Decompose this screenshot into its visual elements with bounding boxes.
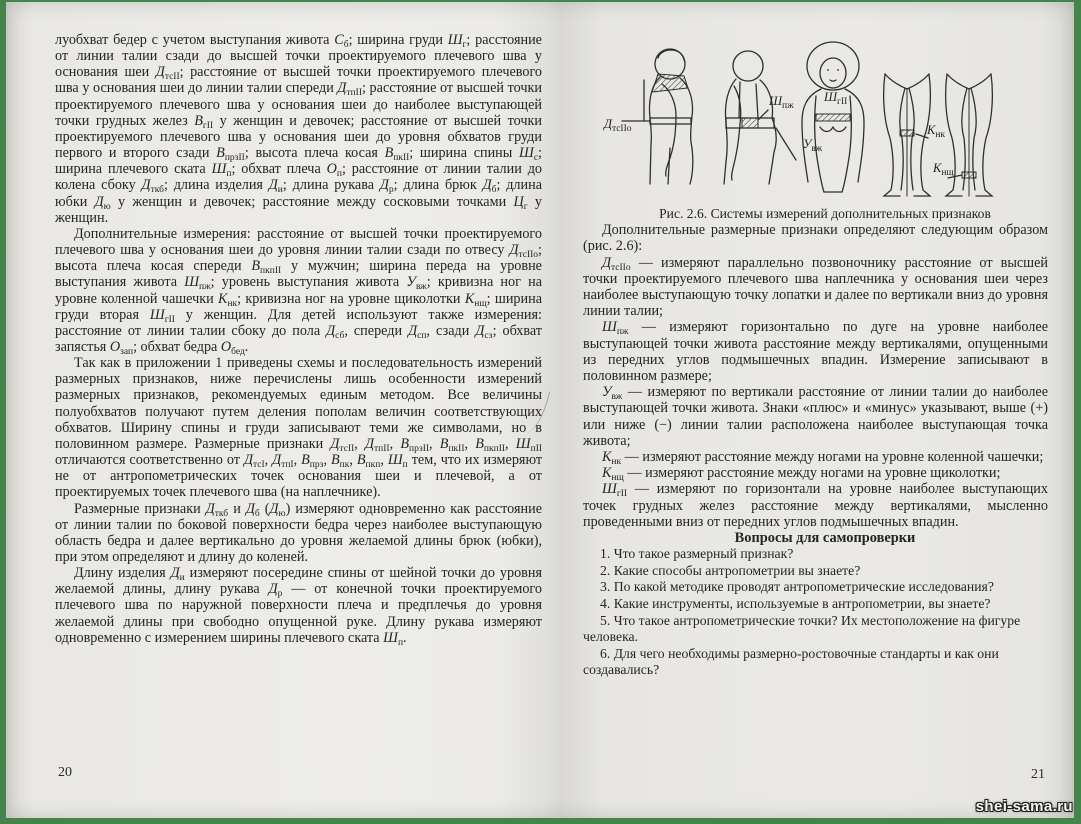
paragraph: $Ш_{пж}$ — измеряют горизонтально по дуге на уровне наиболее выступающей точки живота расстояние между вертикалями, опущенными из передних углов подмышечных впадин. Измерение записывают в половинном размере; <box>583 319 1048 385</box>
figure-label-dtsiio: $Д_{тсIIо}$ <box>604 117 632 134</box>
figure-legs-front-knees <box>884 74 931 196</box>
paragraph: Так как в приложении 1 приведены схемы и последовательность измерений размерных признаков, ниже перечислены лишь особенности измерений размерных признаков, рекомендуемых единым методом. Все величины полуобхватов получают путем деления пополам величин соответствующих обхватов. Ширину спины и груди записывают теми же символами, но в половинном размере. Размерные признаки $Д_{тсII}$, $Д_{тпII}$, $В_{прзII}$, $В_{пкII}$, $В_{пкпII}$, $Ш_{пII}$ отличаются соответственно от $Д_{тсI}$, $Д_{тпI}$, $В_{прз}$, $В_{пк}$, $В_{пкп}$, $Ш_п$ тем, что их измеряют не от антропометрических точек основания шеи и плечевой, а от проектируемых точек плечевого шва (на наплечнике). <box>55 355 543 501</box>
page-number-left: 20 <box>58 765 72 780</box>
paragraph: $Ш_{гII}$ — измеряют по горизонтали на уровне наиболее выступающих точек грудных желез расстояние между вертикалями, мысленно проведенными вниз от передних углов подмышечных впадин. <box>583 481 1048 530</box>
paragraph: $К_{нк}$ — измеряют расстояние между ногами на уровне коленной чашечки; <box>602 449 1044 468</box>
question-item: 6. Для чего необходимы размерно-ростовочные стандарты и как они создавались? <box>583 645 999 678</box>
paragraph: $Д_{тсIIо}$ — измеряют параллельно позвоночнику расстояние от высшей точки проектируемого плечевого шва наплечника у основания шеи через наиболее выступающую точку лопатки и далее по вертикали вниз до уровня линии талии; <box>583 254 1048 320</box>
paragraph: Длину изделия $Д_и$ измеряют посередине спины от шейной точки до уровня желаемой длины, длину рукава $Д_р$ — от конечной точки проектируемого плечевого шва по наружной поверхности плеча и предплечья до уровня желаемой длины при свободно опущенной руке. Длину рукава измеряют одновременно с измерением ширины плечевого ската $Ш_п$. <box>55 565 542 648</box>
figure-caption: Рис. 2.6. Системы измерений дополнительных признаков <box>659 206 991 221</box>
paragraph: $К_{нщ}$ — измеряют расстояние между ногами на уровне щиколотки; <box>602 465 1001 484</box>
paragraph: $У_{вж}$ — измеряют по вертикали расстояние от линии талии до наиболее выступающей точки живота. Знаки «плюс» и «минус» указывают, выше (+) или ниже (−) линии талии расположена наиболее выступающая точка живота; <box>583 384 1048 449</box>
figure-label-knk: $К_{нк}$ <box>927 123 946 140</box>
figure-label-knshch: $К_{нщ}$ <box>933 161 954 178</box>
open-book-spread <box>6 2 1074 818</box>
paragraph: луобхват бедер с учетом выступания живота $С_б$; ширина груди $Ш_г$; расстояние от линии талии сзади до высшей точки проектируемого плечевого шва у основания шеи $Д_{тсII}$; расстояние от высшей точки проектируемого плечевого шва у основания шеи до линии талии спереди $Д_{тпII}$; расстояние от высшей точки проектируемого плечевого шва у основания шеи до наиболее выступающей точки грудных желез $В_{гII}$ у женщин и девочек; расстояние от высшей точки проектируемого плечевого шва у основания шеи до уровня обхватов груди первого и второго сзади $В_{прзII}$; высота плеча косая $В_{пкII}$; ширина спины $Ш_с$; ширина плечевого ската $Ш_п$; обхват плеча $О_п$; расстояние от линии талии до колена сбоку $Д_{ткб}$; длина изделия $Д_и$; длина рукава $Д_р$; длина брюк $Д_б$; длина юбки $Д_ю$ у женщин и девочек; расстояние между сосковыми точками $Ц_г$ у женщин. <box>55 32 543 226</box>
figure-man-belt-view <box>724 51 796 184</box>
figure-2-6-illustration <box>600 26 1046 206</box>
figure-man-side-view <box>622 49 693 184</box>
paragraph: Дополнительные размерные признаки определяют следующим образом (рис. 2.6): <box>583 222 1048 255</box>
left-page-text-column <box>55 32 542 646</box>
figure-woman-front-view <box>802 42 864 192</box>
watermark-site-label: shei-sama.ru <box>975 798 1073 815</box>
page-number-right: 21 <box>1031 767 1045 782</box>
selfcheck-heading: Вопросы для самопроверки <box>734 530 916 547</box>
question-item: 5. Что такое антропометрические точки? Их местоположение на фигуре человека. <box>583 612 1021 645</box>
right-page-text-column <box>583 206 1048 679</box>
figure-label-uvzh: $У_{вж}$ <box>803 137 823 154</box>
question-item: 3. По какой методике проводят антропометрические исследования? <box>600 579 994 595</box>
question-item: 4. Какие инструменты, используемые в антропометрии, вы знаете? <box>600 596 991 612</box>
figure-label-shpzh: $Ш_{пж}$ <box>769 94 794 111</box>
figure-label-shgii: $Ш_{гII}$ <box>824 90 848 107</box>
selfcheck-questions <box>583 546 1048 679</box>
paragraph: Дополнительные измерения: расстояние от высшей точки проектируемого плечевого шва у основания шеи до уровня линии талии сзади по отвесу $Д_{тсIIо}$; высота плеча косая спереди $В_{пкпII}$ у мужчин; ширина переда на уровне выступания живота $Ш_{пж}$; уровень выступания живота $У_{вж}$; кривизна ног на уровне коленной чашечки $К_{нк}$; кривизна ног на уровне щиколотки $К_{нщ}$; ширина груди вторая $Ш_{гII}$ у женщин. Для детей используют также измерения: расстояние от линии талии сбоку до пола $Д_{сб}$, спереди $Д_{сп}$, сзади $Д_{сз}$; обхват запястья $О_{зап}$; обхват бедра $О_{бед}$. <box>55 225 543 357</box>
paragraph: Размерные признаки $Д_{ткб}$ и $Д_б$ $(Д_ю)$ измеряют одновременно как расстояние от линии талии по боковой поверхности бедра через наиболее выступающую область бедра и далее вертикально до уровня желаемой длины брюк (юбки), при этом определяют и длину до коленей. <box>55 500 543 565</box>
question-item: 1. Что такое размерный признак? <box>600 546 794 562</box>
question-item: 2. Какие способы антропометрии вы знаете? <box>600 562 861 578</box>
